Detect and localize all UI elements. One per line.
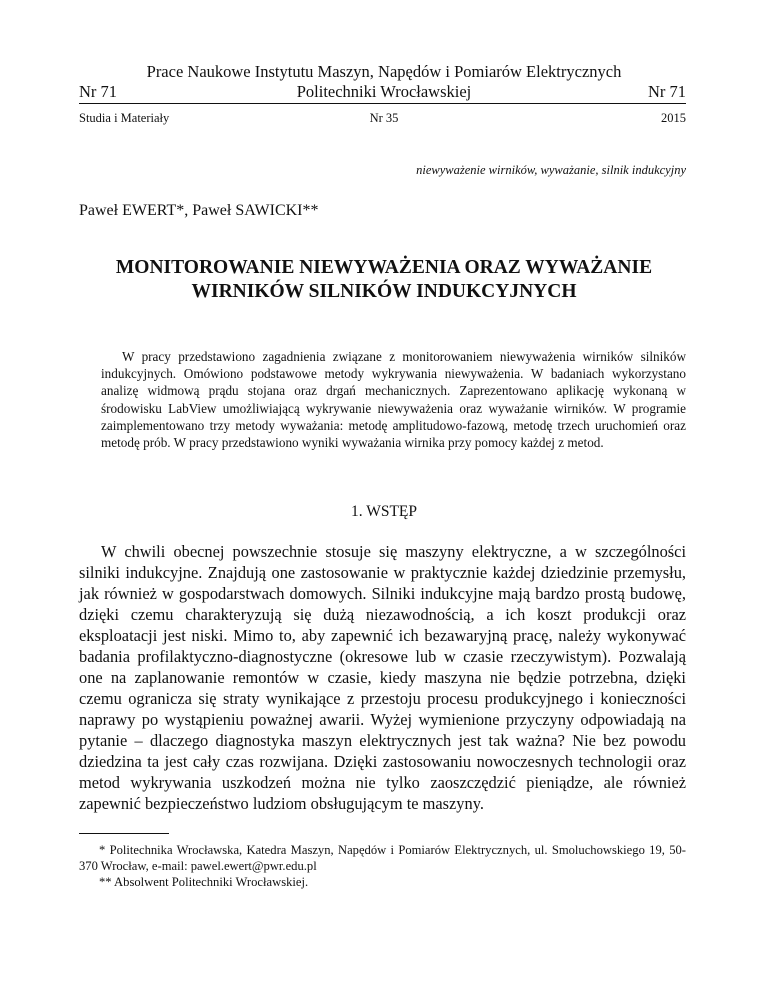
keywords: niewyważenie wirników, wyważanie, silnik indukcyjny xyxy=(416,163,686,177)
abstract: W pracy przedstawiono zagadnienia związane z monitorowaniem niewyważenia wirników silników indukcyjnych. Omówiono podstawowe metody wykrywania niewyważenia. W badaniach wykorzystano analizę widmową prądu stojana oraz drgań mechanicznych. Zaprezentowano aplikację wykonaną w środowisku LabView umożliwiającą wykrywanie niewyważenia oraz wyważanie wirników. W programie zaimplementowano trzy metody wyważania: metodę amplitudowo-fazową, metodę trzech uruchomień oraz metodę prób. W pracy przedstawiono wyniki wyważania wirnika przy pomocy każdej z metod. xyxy=(101,349,686,451)
subseries-label: Studia i Materiały xyxy=(79,111,170,125)
section-heading: 1. WSTĘP xyxy=(350,503,418,520)
footnote-rule xyxy=(79,833,169,834)
issue-number-left: Nr 71 xyxy=(79,82,118,101)
subseries-issue: Nr 35 xyxy=(369,111,399,125)
paper-title-line1: MONITOROWANIE NIEWYWAŻENIA ORAZ WYWAŻANIE xyxy=(115,257,653,278)
footnote-graduate: ** Absolwent Politechniki Wrocławskiej. xyxy=(99,875,309,889)
header-rule xyxy=(79,103,686,104)
issue-number-right: Nr 71 xyxy=(647,82,686,101)
body-paragraph: W chwili obecnej powszechnie stosuje się maszyny elektryczne, a w szczególności silniki indukcyjne. Znajdują one zastosowanie w praktycznie każdej dziedzinie przemysłu, jak również w gospodarstwach domowych. Silniki indukcyjne mają bardzo prostą budowę, dzięki czemu charakteryzują się dużą niezawodnością, a ich koszt produkcji oraz eksploatacji jest niski. Mimo to, aby zapewnić ich bezawaryjną pracę, należy wykonywać badania profilaktyczno-diagnostyczne (okresowe lub w czasie rzeczywistym). Pozwalają one na zaplanowanie remontów w czasie, kiedy maszyna nie będzie potrzebna, dzięki czemu ogranicza się straty wynikające z przestoju procesu produkcyjnego i konieczności naprawy po wystąpieniu poważnej awarii. Wyżej wymienione przyczyny odpowiadają na pytanie – dlaczego diagnostyka maszyn elektrycznych jest tak ważna? Nie bez powodu dziedzina ta jest cały czas rozwijana. Dzięki zastosowaniu nowoczesnych technologii oraz metod wykrywania uszkodzeń można nie tylko zaoszczędzić pieniądze, ale również zapewnić bezpieczeństwo ludziom obsługującym te maszyny. xyxy=(79,542,686,813)
paper-title-line2: WIRNIKÓW SILNIKÓW INDUKCYJNYCH xyxy=(191,281,577,302)
authors: Paweł EWERT*, Paweł SAWICKI** xyxy=(79,202,319,219)
series-title-line1: Prace Naukowe Instytutu Maszyn, Napędów i Pomiarów Elektrycznych xyxy=(146,62,622,81)
series-title-line2: Politechniki Wrocławskiej xyxy=(296,82,472,101)
footnote-affiliation: * Politechnika Wrocławska, Katedra Maszyn, Napędów i Pomiarów Elektrycznych, ul. Smoluchowskiego 19, 50-370 Wrocław, e-mail: pawel.ewert@pwr.edu.pl xyxy=(79,843,686,873)
publication-year: 2015 xyxy=(661,111,686,125)
